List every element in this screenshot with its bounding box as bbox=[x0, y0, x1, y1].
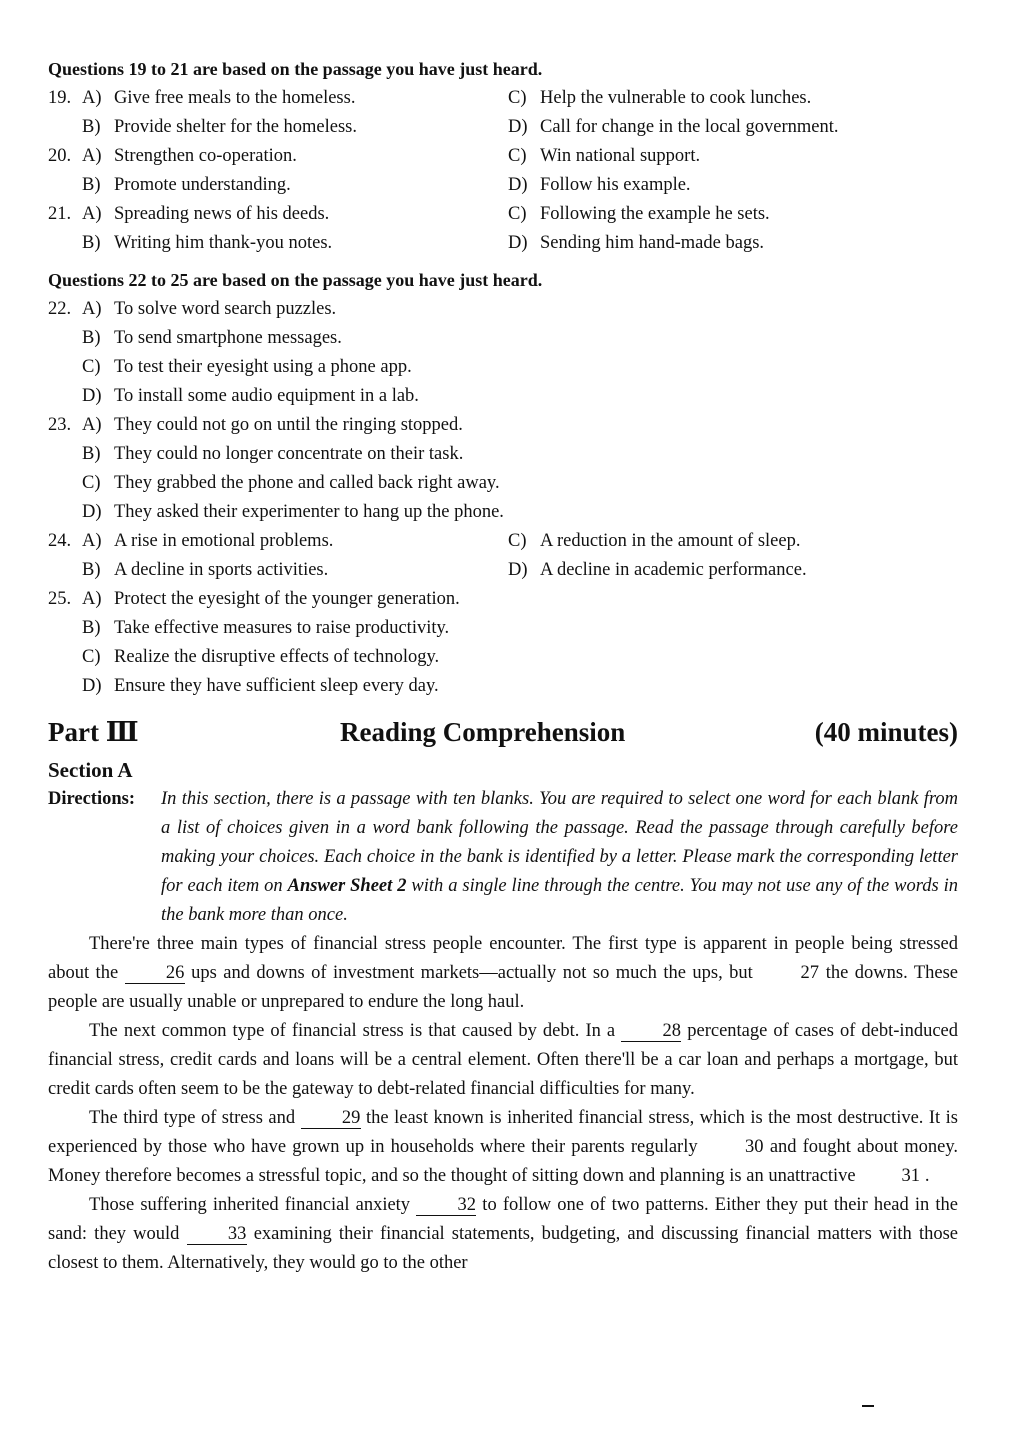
question-23-option-d-row bbox=[48, 498, 958, 527]
question-24-row-2 bbox=[48, 556, 958, 585]
question-number: 19. bbox=[48, 88, 72, 108]
option-a[interactable]: A) They could not go on until the ringing stopped. bbox=[82, 415, 463, 435]
question-number: 22. bbox=[48, 299, 72, 319]
option-d[interactable]: D) Sending him hand-made bags. bbox=[508, 233, 765, 253]
passage-paragraph-4: Those suffering inherited financial anxiety 32 to follow one of two patterns. Either they put their head in the sand: they would 33 examining their financial statements, budgeting, and discussing financial matters with those closest to them. Alternatively, they would go to the other bbox=[48, 1195, 959, 1273]
passage-paragraph-2: The next common type of financial stress is that caused by debt. In a 28 percentage of cases of debt-induced financial stress, credit cards and loans will be a central element. Often there'll be a car loan and perhaps a mortgage, but credit cards often seem to be the gateway to debt-related financial difficulties for many. bbox=[48, 1021, 958, 1099]
blank-27[interactable]: 27 bbox=[800, 963, 820, 983]
option-a[interactable]: A) A rise in emotional problems. bbox=[82, 531, 334, 551]
option-a[interactable]: A) Give free meals to the homeless. bbox=[82, 88, 356, 108]
question-21-row-1 bbox=[48, 200, 958, 229]
option-d[interactable]: D) To install some audio equipment in a lab. bbox=[82, 386, 419, 406]
option-c[interactable]: C) Help the vulnerable to cook lunches. bbox=[508, 88, 812, 108]
directions bbox=[48, 785, 958, 930]
question-22-option-a-row bbox=[48, 295, 958, 324]
page-dash-mark bbox=[862, 1405, 874, 1407]
question-number: 20. bbox=[48, 146, 72, 166]
questions-22-25-header: Questions 22 to 25 are based on the passage you have just heard. bbox=[48, 270, 543, 290]
question-20-row-1 bbox=[48, 142, 958, 171]
passage-paragraph-1: There're three main types of financial stress people encounter. The first type is apparent in people being stressed about the 26 ups and downs of investment markets—actually not so much the ups, but 27 the downs. These people are usually unable or unprepared to endure the long haul. bbox=[48, 934, 959, 1012]
question-19-row-1 bbox=[48, 84, 958, 113]
option-c[interactable]: C) Realize the disruptive effects of technology. bbox=[82, 647, 440, 667]
question-23-option-a-row bbox=[48, 411, 958, 440]
question-25-option-a-row bbox=[48, 585, 958, 614]
question-23-option-b-row bbox=[48, 440, 958, 469]
option-b[interactable]: B) They could no longer concentrate on their task. bbox=[82, 444, 464, 464]
blank-26[interactable]: 26 bbox=[125, 963, 185, 984]
question-25-option-c-row bbox=[48, 643, 958, 672]
option-d[interactable]: D) A decline in academic performance. bbox=[508, 560, 807, 580]
question-21-row-2 bbox=[48, 229, 958, 258]
option-a[interactable]: A) Spreading news of his deeds. bbox=[82, 204, 330, 224]
blank-28[interactable]: 28 bbox=[621, 1021, 681, 1042]
option-b[interactable]: B) Writing him thank-you notes. bbox=[82, 233, 333, 253]
option-b[interactable]: B) To send smartphone messages. bbox=[82, 328, 342, 348]
question-25-option-b-row bbox=[48, 614, 958, 643]
question-22-option-d-row bbox=[48, 382, 958, 411]
blank-30[interactable]: 30 bbox=[744, 1137, 764, 1157]
question-number: 21. bbox=[48, 204, 72, 224]
blank-29[interactable]: 29 bbox=[301, 1108, 361, 1129]
option-a[interactable]: A) Protect the eyesight of the younger generation. bbox=[82, 589, 460, 609]
question-24-row-1 bbox=[48, 527, 958, 556]
directions-text: In this section, there is a passage with ten blanks. You are required to select one word for each blank from a list of choices given in a word bank following the passage. Read the passage through carefully before making your choices. Each choice in the bank is identified by a letter. Please mark the corresponding letter for each item on Answer Sheet 2 with a single line through the centre. You may not use any of the words in the bank more than once. bbox=[161, 789, 958, 925]
part-label: Part Ⅲ bbox=[48, 717, 139, 747]
passage-paragraph-3: The third type of stress and 29 the least known is inherited financial stress, which is the most destructive. It is experienced by those who have grown up in households where their parents regularly 30 and fought about money. Money therefore becomes a stressful topic, and so the thought of sitting down and planning is an unattractive 31 . bbox=[48, 1108, 959, 1186]
option-a[interactable]: A) Strengthen co-operation. bbox=[82, 146, 297, 166]
option-c[interactable]: C) Following the example he sets. bbox=[508, 204, 770, 224]
option-a[interactable]: A) To solve word search puzzles. bbox=[82, 299, 337, 319]
option-d[interactable]: D) Ensure they have sufficient sleep every day. bbox=[82, 676, 439, 696]
exam-page bbox=[48, 55, 958, 1278]
question-number: 24. bbox=[48, 531, 72, 551]
question-22-option-b-row bbox=[48, 324, 958, 353]
question-number: 23. bbox=[48, 415, 72, 435]
option-d[interactable]: D) Follow his example. bbox=[508, 175, 691, 195]
option-c[interactable]: C) Win national support. bbox=[508, 146, 701, 166]
option-b[interactable]: B) Take effective measures to raise productivity. bbox=[82, 618, 450, 638]
questions-19-21-header: Questions 19 to 21 are based on the passage you have just heard. bbox=[48, 59, 543, 79]
blank-33[interactable]: 33 bbox=[187, 1224, 247, 1245]
option-c[interactable]: C) To test their eyesight using a phone app. bbox=[82, 357, 412, 377]
part-heading bbox=[48, 711, 958, 753]
option-c[interactable]: C) They grabbed the phone and called back right away. bbox=[82, 473, 500, 493]
part-title: Reading Comprehension bbox=[340, 717, 626, 747]
question-number: 25. bbox=[48, 589, 72, 609]
question-19-row-2 bbox=[48, 113, 958, 142]
option-b[interactable]: B) Provide shelter for the homeless. bbox=[82, 117, 358, 137]
question-25-option-d-row bbox=[48, 672, 958, 701]
blank-32[interactable]: 32 bbox=[416, 1195, 476, 1216]
question-22-option-c-row bbox=[48, 353, 958, 382]
option-b[interactable]: B) A decline in sports activities. bbox=[82, 560, 329, 580]
option-b[interactable]: B) Promote understanding. bbox=[82, 175, 291, 195]
question-20-row-2 bbox=[48, 171, 958, 200]
section-title: Section A bbox=[48, 758, 133, 782]
option-c[interactable]: C) A reduction in the amount of sleep. bbox=[508, 531, 801, 551]
question-23-option-c-row bbox=[48, 469, 958, 498]
directions-label: Directions: bbox=[48, 789, 135, 809]
part-time: (40 minutes) bbox=[814, 717, 958, 747]
option-d[interactable]: D) They asked their experimenter to hang up the phone. bbox=[82, 502, 504, 522]
reading-passage bbox=[48, 930, 958, 1278]
blank-31[interactable]: 31 bbox=[901, 1166, 921, 1186]
option-d[interactable]: D) Call for change in the local government. bbox=[508, 117, 839, 137]
